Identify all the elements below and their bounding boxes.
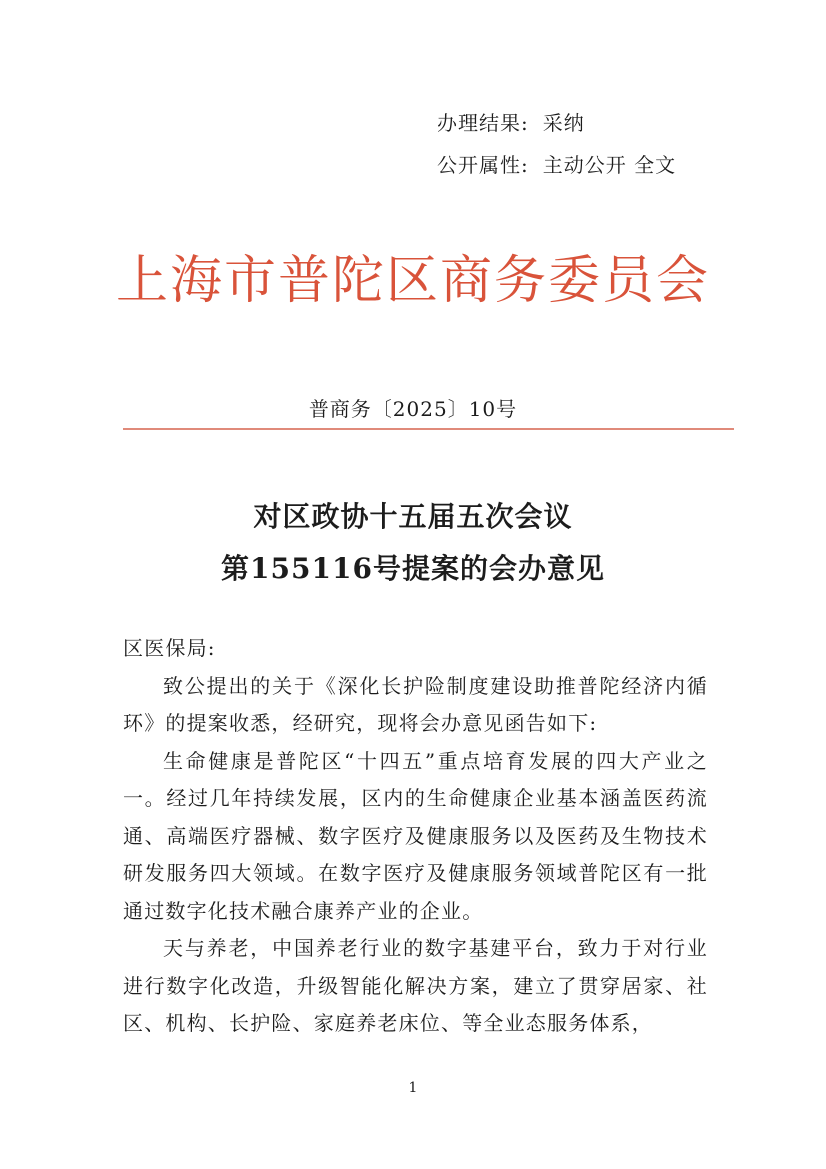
- body-paragraph-2: 生命健康是普陀区“十四五”重点培育发展的四大产业之一。经过几年持续发展，区内的生命健康企业基本涵盖医药流通、高端医疗器械、数字医疗及健康服务以及医药及生物技术研发服务四大领域。在数字医疗及健康服务领域普陀区有一批通过数字化技术融合康养产业的企业。: [123, 748, 708, 923]
- title-line-1: 对区政协十五届五次会议: [253, 500, 573, 533]
- body-paragraph-1: 致公提出的关于《深化长护险制度建设助推普陀经济内循环》的提案收悉，经研究，现将会办意见函告如下:: [123, 673, 708, 735]
- agency-name: 上海市普陀区商务委员会: [115, 251, 710, 311]
- disclosure-attribute: [437, 149, 676, 178]
- handling-result-value: 采纳: [542, 111, 585, 135]
- body-paragraph-3: 天与养老，中国养老行业的数字基建平台，致力于对行业进行数字化改造，升级智能化解决方案，建立了贯穿居家、社区、机构、长护险、家庭养老床位、等全业态服务体系，: [123, 936, 708, 1035]
- title-line-2: 第155116号提案的会办意见: [221, 552, 605, 585]
- handling-result: [437, 107, 585, 136]
- letter-body: [123, 630, 708, 1043]
- disclosure-label: 公开属性:: [437, 153, 529, 177]
- header-divider: [123, 428, 734, 430]
- salutation: 区医保局:: [123, 636, 216, 660]
- disclosure-value: 主动公开 全文: [542, 153, 677, 177]
- page-number: 1: [408, 1080, 418, 1096]
- handling-result-label: 办理结果:: [437, 111, 529, 135]
- document-number: 普商务〔2025〕10号: [308, 397, 518, 421]
